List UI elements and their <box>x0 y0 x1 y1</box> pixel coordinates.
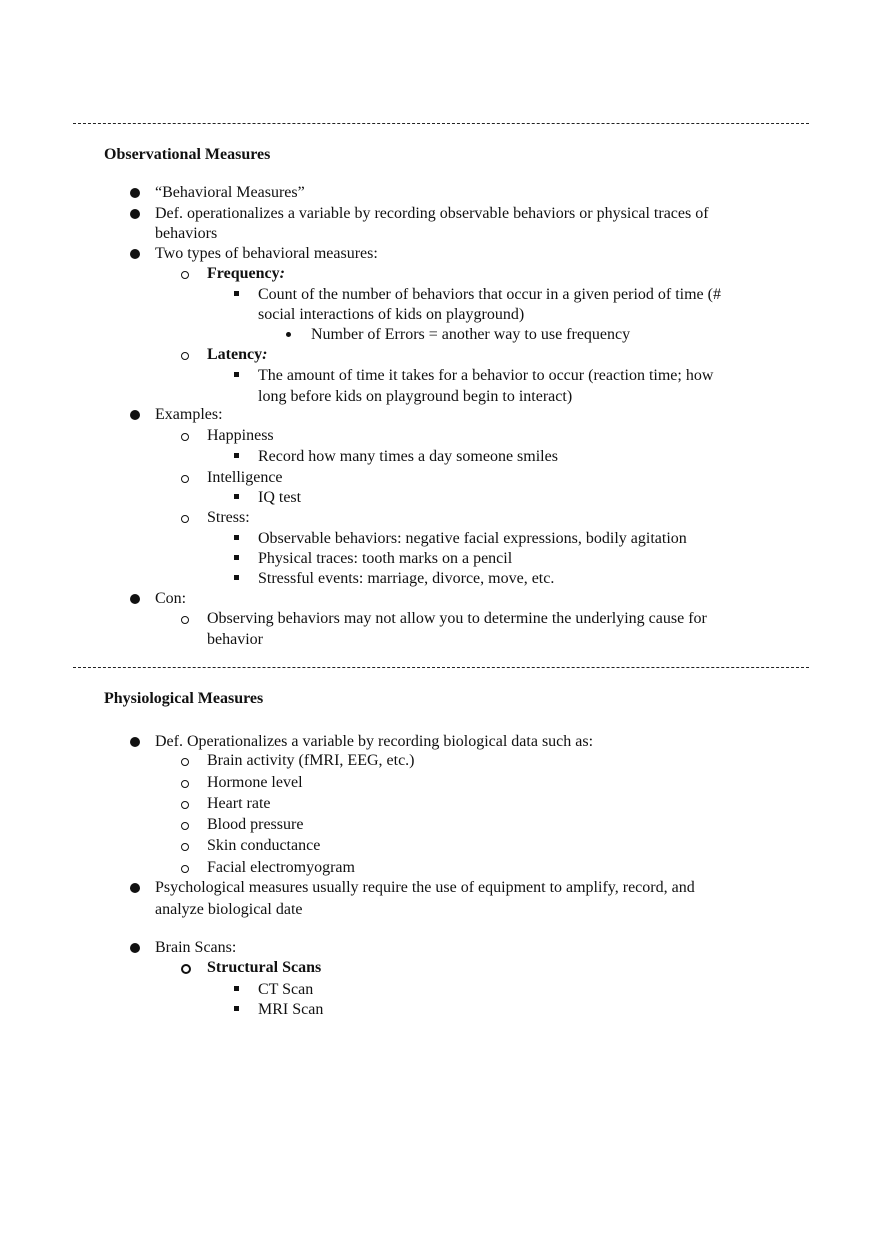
square-bullet-icon <box>234 291 239 296</box>
bullet-icon <box>130 594 140 604</box>
latency-label: Latency <box>207 346 263 363</box>
list-item: Happiness <box>207 427 274 444</box>
circle-bullet-icon <box>181 758 189 766</box>
list-item: CT Scan <box>258 981 314 998</box>
list-item: Physical traces: tooth marks on a pencil <box>258 550 513 567</box>
list-item-latency <box>207 345 267 365</box>
circle-bullet-icon <box>181 865 189 873</box>
list-item: IQ test <box>258 489 302 506</box>
list-item: Observable behaviors: negative facial expressions, bodily agitation <box>258 530 687 547</box>
list-item: Facial electromyogram <box>207 859 355 876</box>
section-divider <box>73 123 809 124</box>
list-item: MRI Scan <box>258 1001 324 1018</box>
list-item: Record how many times a day someone smiles <box>258 448 558 465</box>
circle-bullet-icon <box>181 352 189 360</box>
circle-bullet-icon <box>181 271 189 279</box>
list-item: Psychological measures usually require the use of equipment to amplify, record, and <box>155 879 695 896</box>
bullet-icon <box>130 410 140 420</box>
frequency-colon: : <box>279 265 285 282</box>
square-bullet-icon <box>234 986 239 991</box>
list-item-continuation: long before kids on playground begin to interact) <box>258 388 573 405</box>
list-item-structural-scans <box>207 958 321 978</box>
square-bullet-icon <box>234 372 239 377</box>
list-item-continuation: analyze biological date <box>155 901 303 918</box>
bullet-icon <box>130 249 140 259</box>
section-divider <box>73 667 809 668</box>
list-item: Observing behaviors may not allow you to determine the underlying cause for <box>207 610 707 627</box>
circle-bullet-icon <box>181 475 189 483</box>
list-item: Brain activity (fMRI, EEG, etc.) <box>207 752 415 769</box>
list-item: Blood pressure <box>207 816 304 833</box>
list-item: Intelligence <box>207 469 283 486</box>
circle-bullet-icon <box>181 843 189 851</box>
section-heading-observational: Observational Measures <box>104 146 271 163</box>
circle-bullet-icon <box>181 780 189 788</box>
list-item: The amount of time it takes for a behavior to occur (reaction time; how <box>258 367 714 384</box>
list-item-continuation: behavior <box>207 631 263 648</box>
bullet-icon <box>130 943 140 953</box>
list-item: Two types of behavioral measures: <box>155 245 378 262</box>
list-item: Def. Operationalizes a variable by recording biological data such as: <box>155 733 594 750</box>
list-item-continuation: social interactions of kids on playground) <box>258 306 525 323</box>
list-item-continuation: behaviors <box>155 225 218 242</box>
circle-bullet-icon <box>181 515 189 523</box>
square-bullet-icon <box>234 1006 239 1011</box>
list-item: Stress: <box>207 509 250 526</box>
bullet-icon <box>130 188 140 198</box>
list-item: Def. operationalizes a variable by recording observable behaviors or physical traces of <box>155 205 709 222</box>
circle-bullet-icon <box>181 822 189 830</box>
list-item: “Behavioral Measures” <box>155 184 305 201</box>
frequency-label: Frequency <box>207 265 280 282</box>
list-item: Heart rate <box>207 795 271 812</box>
circle-bullet-icon <box>181 433 189 441</box>
list-item: Stressful events: marriage, divorce, move, etc. <box>258 570 555 587</box>
list-item: Brain Scans: <box>155 939 237 956</box>
list-item-frequency <box>207 264 285 284</box>
list-item: Skin conductance <box>207 837 321 854</box>
dot-bullet-icon <box>286 332 291 337</box>
square-bullet-icon <box>234 494 239 499</box>
list-item: Count of the number of behaviors that occur in a given period of time (# <box>258 286 721 303</box>
circle-bullet-icon <box>181 616 189 624</box>
latency-colon: : <box>262 346 268 363</box>
structural-scans-label: Structural Scans <box>207 959 322 976</box>
square-bullet-icon <box>234 453 239 458</box>
section-heading-physiological: Physiological Measures <box>104 690 264 707</box>
square-bullet-icon <box>234 555 239 560</box>
list-item: Number of Errors = another way to use frequency <box>311 326 631 343</box>
circle-bullet-icon <box>181 801 189 809</box>
circle-bullet-icon <box>181 964 191 974</box>
bullet-icon <box>130 737 140 747</box>
list-item: Con: <box>155 590 187 607</box>
square-bullet-icon <box>234 535 239 540</box>
square-bullet-icon <box>234 575 239 580</box>
list-item: Examples: <box>155 406 223 423</box>
list-item: Hormone level <box>207 774 303 791</box>
bullet-icon <box>130 883 140 893</box>
bullet-icon <box>130 209 140 219</box>
